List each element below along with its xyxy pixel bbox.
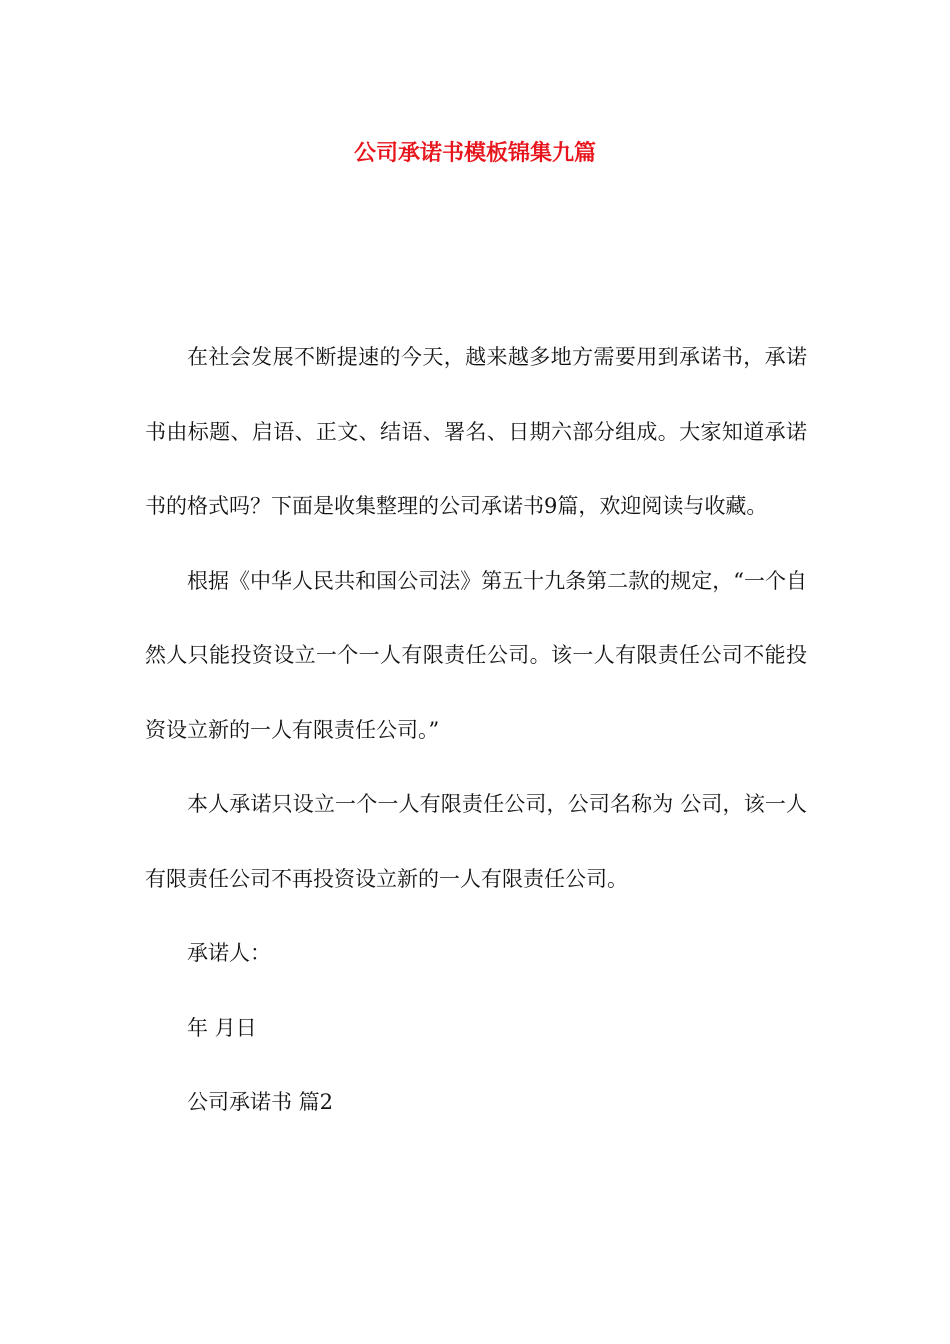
document-body (145, 320, 807, 1140)
signatory-label: 承诺人： (187, 941, 271, 965)
date-line: 年 月日 (187, 1015, 257, 1040)
document-title: 公司承诺书模板锦集九篇 (353, 141, 596, 166)
law-citation-paragraph: 根据《中华人民共和国公司法》第五十九条第二款的规定，“一个自然人只能投资设立一个一人有限责任公司。该一人有限责任公司不能投资设立新的一人有限责任公司。” (145, 568, 807, 742)
intro-paragraph: 在社会发展不断提速的今天，越来越多地方需要用到承诺书，承诺书由标题、启语、正文、结语、署名、日期六部分组成。大家知道承诺书的格式吗？下面是收集整理的公司承诺书9篇，欢迎阅读与收藏。 (145, 345, 807, 518)
commitment-paragraph: 本人承诺只设立一个一人有限责任公司，公司名称为 公司，该一人有限责任公司不再投资设立新的一人有限责任公司。 (145, 792, 807, 891)
section-heading-2: 公司承诺书 篇2 (187, 1090, 334, 1114)
